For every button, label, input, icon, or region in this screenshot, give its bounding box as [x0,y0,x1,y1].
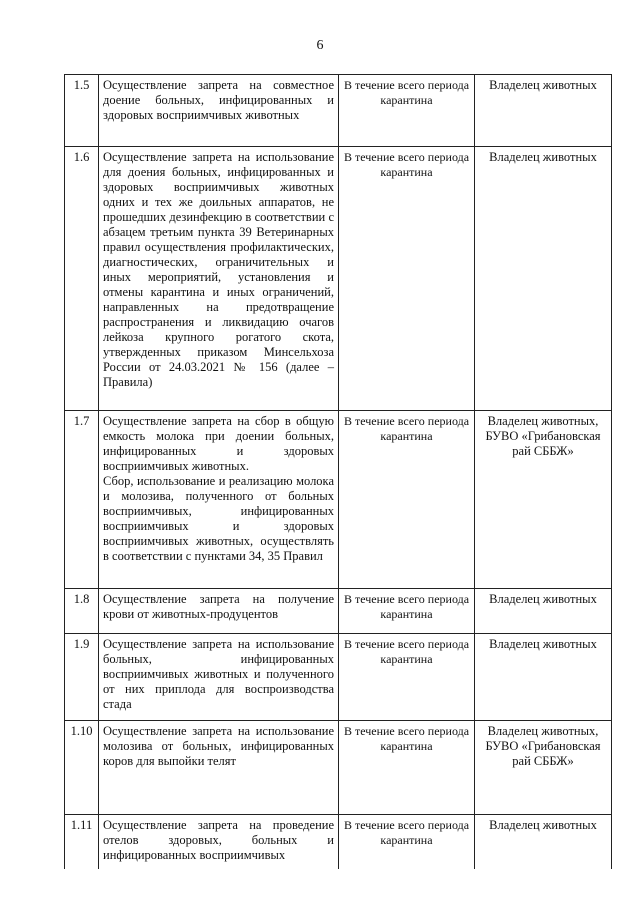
action-paragraph: Осуществление запрета на совместное доение больных, инфицированных и здоровых восприимчивых животных [103,78,334,122]
row-term: В течение всего периода карантина [339,721,475,815]
action-paragraph: Осуществление запрета на использование молозива от больных, инфицированных коров для выпойки телят [103,724,334,768]
row-number: 1.9 [65,634,99,721]
row-responsible: Владелец животных [475,75,612,147]
table-row [65,721,612,815]
table-row [65,75,612,147]
action-paragraph: Осуществление запрета на получение крови от животных-продуцентов [103,592,334,621]
row-number: 1.8 [65,589,99,634]
row-responsible: Владелец животных [475,589,612,634]
row-action [99,147,339,411]
row-term: В течение всего периода карантина [339,411,475,589]
table-row [65,634,612,721]
row-number: 1.11 [65,815,99,870]
action-paragraph: Осуществление запрета на использование больных, инфицированных восприимчивых животных и полученного от них приплода для воспроизводства стада [103,637,334,711]
row-responsible: Владелец животных, БУВО «Грибановская рай СББЖ» [475,721,612,815]
row-action [99,721,339,815]
action-paragraph: Осуществление запрета на сбор в общую емкость молока при доении больных, инфицированных и здоровых восприимчивых животных. [103,414,334,473]
row-responsible: Владелец животных [475,815,612,870]
table-row [65,815,612,870]
table-row [65,147,612,411]
action-paragraph: Осуществление запрета на использование для доения больных, инфицированных и здоровых восприимчивых животных одних и тех же доильных аппаратов, не прошедших дезинфекцию в соответствии с абзацем третьим пункта 39 Ветеринарных правил осуществления профилактических, диагностических, ограничительных и иных мероприятий, установления и отмены карантина и иных ограничений, направленных на предотвращение распространения и ликвидацию очагов лейкоза крупного рогатого скота, утвержденных приказом Минсельхоза России от 24.03.2021 № 156 (далее – Правила) [103,150,334,389]
row-action [99,411,339,589]
row-responsible: Владелец животных, БУВО «Грибановская рай СББЖ» [475,411,612,589]
row-action [99,815,339,870]
row-number: 1.7 [65,411,99,589]
row-action [99,634,339,721]
row-term: В течение всего периода карантина [339,815,475,870]
row-number: 1.5 [65,75,99,147]
action-paragraph: Осуществление запрета на проведение отелов здоровых, больных и инфицированных восприимчивых [103,818,334,862]
row-term: В течение всего периода карантина [339,634,475,721]
row-term: В течение всего периода карантина [339,589,475,634]
table-row [65,589,612,634]
measures-table [64,74,612,869]
row-responsible: Владелец животных [475,147,612,411]
table-row [65,411,612,589]
row-action [99,589,339,634]
row-number: 1.10 [65,721,99,815]
action-paragraph: Сбор, использование и реализацию молока и молозива, полученного от больных восприимчивых, инфицированных восприимчивых и здоровых восприимчивых животных, осуществлять в соответствии с пунктами 34, 35 Правил [103,474,334,563]
row-action [99,75,339,147]
row-term: В течение всего периода карантина [339,147,475,411]
row-term: В течение всего периода карантина [339,75,475,147]
page-number: 6 [316,38,324,53]
row-number: 1.6 [65,147,99,411]
row-responsible: Владелец животных [475,634,612,721]
